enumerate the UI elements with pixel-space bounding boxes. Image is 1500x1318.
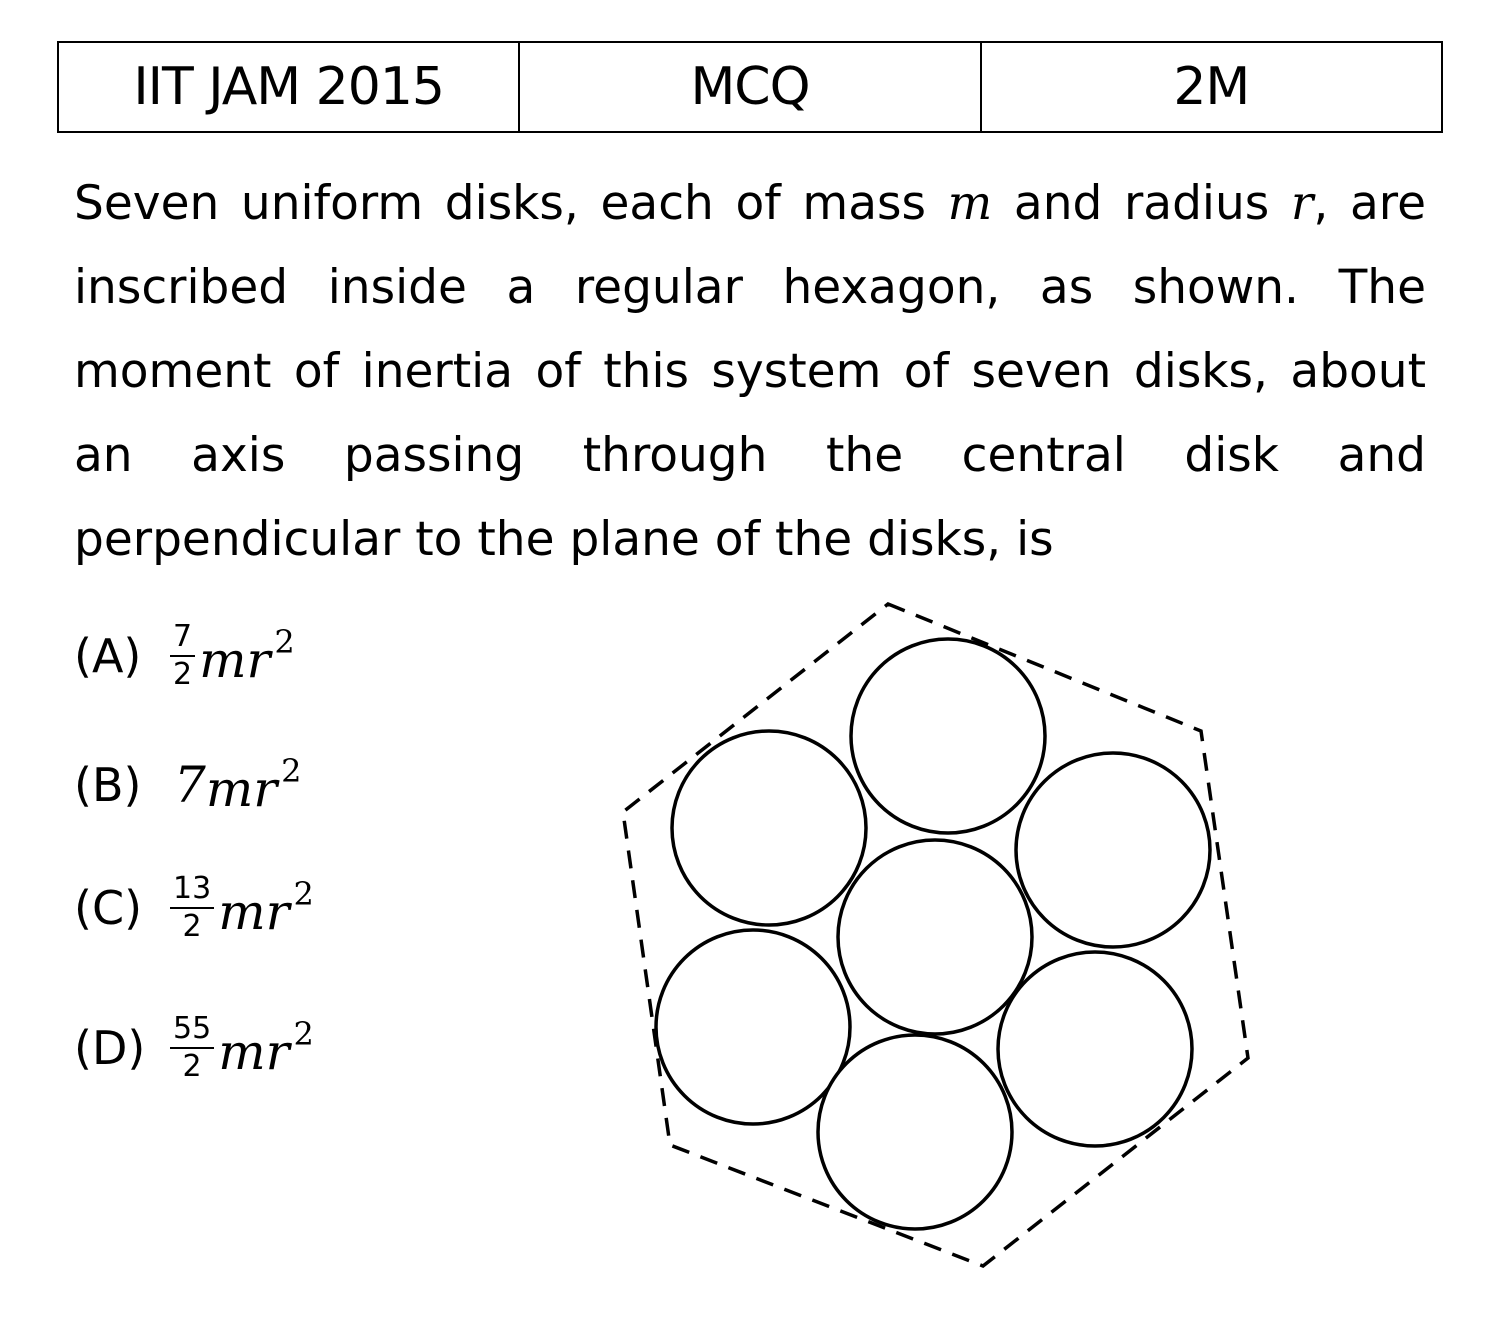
option-d-label: (D) xyxy=(74,1021,146,1075)
option-a-denominator: 2 xyxy=(173,657,193,692)
question-part-3: , are inscribed inside a regular hexagon, as shown. The moment of inertia of this system of seven disks, about an axis passing through the central disk and perpendicular to the plane of the disks, is xyxy=(74,176,1426,567)
disk-upper-left xyxy=(672,731,866,925)
option-c-numerator: 13 xyxy=(170,872,214,909)
option-d-fraction xyxy=(170,1012,214,1084)
option-c[interactable] xyxy=(74,872,314,944)
question-part-1: Seven uniform disks, each of mass xyxy=(74,176,948,231)
option-c-fraction xyxy=(170,872,214,944)
option-a[interactable] xyxy=(74,620,295,692)
question-text xyxy=(74,162,1426,582)
option-d-numerator: 55 xyxy=(170,1012,214,1049)
hexagon-disks-figure xyxy=(600,580,1300,1000)
option-c-denominator: 2 xyxy=(182,909,202,944)
option-d-power: 2 xyxy=(293,1015,314,1053)
disk-upper-right xyxy=(1016,753,1210,947)
option-b[interactable] xyxy=(74,752,302,818)
option-a-fraction xyxy=(170,620,195,692)
option-b-expression: mr $^2$ xyxy=(205,752,302,818)
radius-variable: r xyxy=(1290,176,1314,231)
exam-cell: IIT JAM 2015 xyxy=(133,57,445,117)
question-type-cell: MCQ xyxy=(518,43,979,131)
option-b-power: 2 xyxy=(281,752,302,790)
header-table xyxy=(57,41,1443,133)
option-d-denominator: 2 xyxy=(182,1049,202,1084)
option-a-power: 2 xyxy=(274,623,295,661)
disk-lower-right xyxy=(998,952,1192,1146)
question-part-2: and radius xyxy=(992,176,1291,231)
option-d[interactable] xyxy=(74,1012,314,1084)
disk-top xyxy=(851,639,1045,833)
disk-bottom xyxy=(818,1035,1012,1229)
option-a-expression: mr $^2$ xyxy=(199,623,295,689)
option-c-power: 2 xyxy=(293,875,314,913)
option-a-numerator: 7 xyxy=(170,620,195,657)
option-c-label: (C) xyxy=(74,881,143,935)
option-b-label: (B) xyxy=(74,758,142,812)
disk-lower-left xyxy=(656,930,850,1124)
option-c-expression: mr $^2$ xyxy=(218,875,314,941)
option-b-coefficient: 7 xyxy=(174,756,206,814)
disk-center xyxy=(838,840,1032,1034)
option-d-expression: mr $^2$ xyxy=(218,1015,314,1081)
option-a-label: (A) xyxy=(74,629,142,683)
marks-cell: 2M xyxy=(980,43,1441,131)
mass-variable: m xyxy=(947,176,993,231)
